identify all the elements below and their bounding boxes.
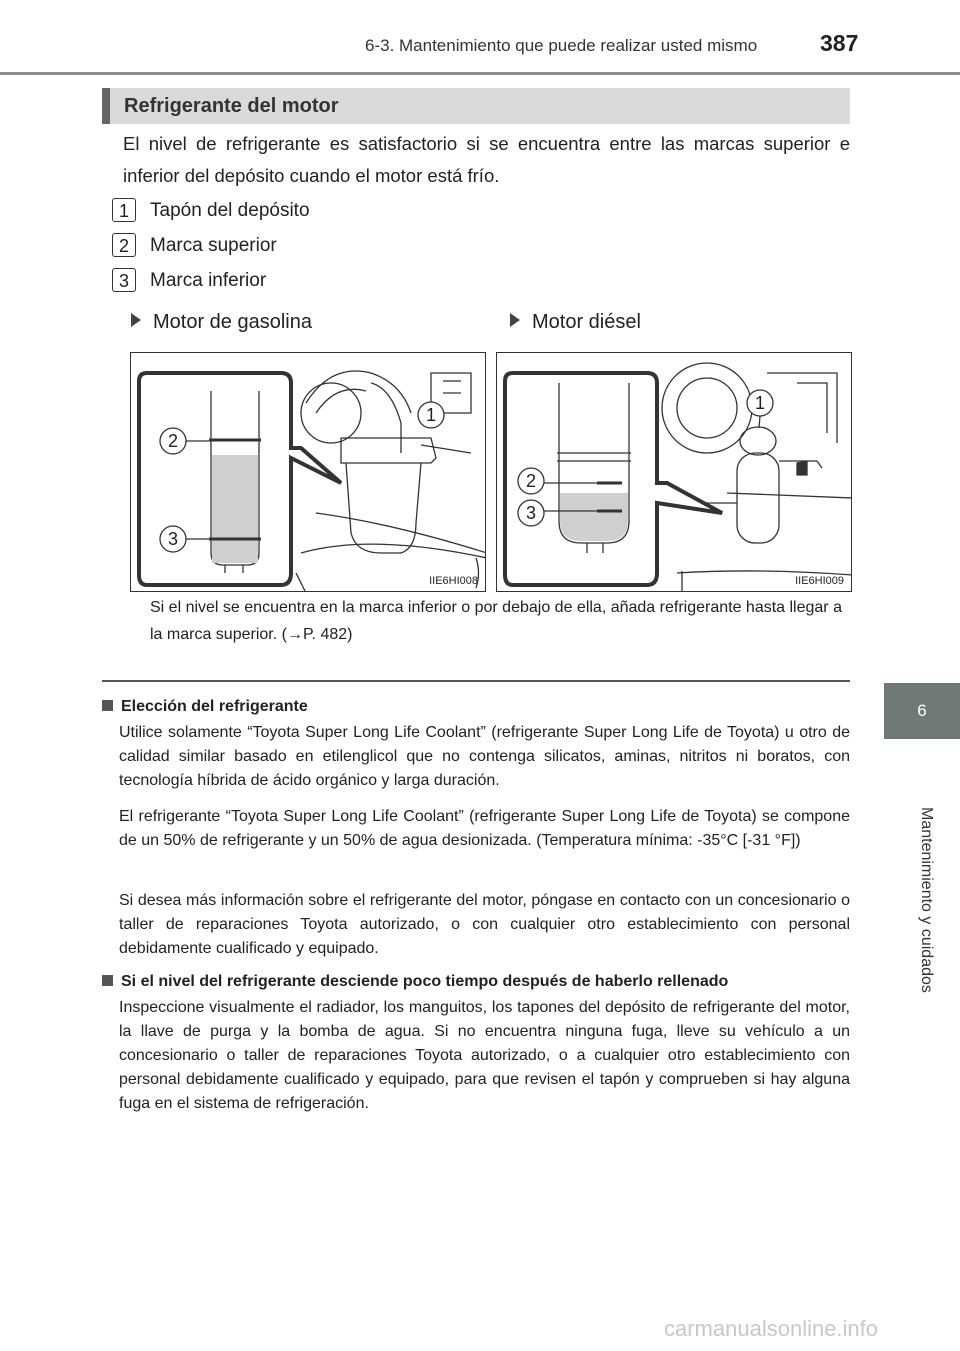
figure-code: IIE6HI008 [429, 575, 478, 587]
legend-label-2: Marca superior [150, 235, 277, 256]
callout-1: 1 [754, 393, 766, 413]
section-title: Refrigerante del motor [124, 95, 339, 117]
legend-number-3: 3 [112, 268, 136, 292]
subsection-2-paragraph-1: Inspeccione visualmente el radiador, los manguitos, los tapones del depósito de refrigerante del motor, la llave de purga y la bomba de agua. Si no encuentra ninguna fuga, lleve su vehículo a un concesionario o taller de reparaciones Toyota autorizado, o a cualquier otro establecimiento con personal debidamente cualificado y equipado, para que revisen el tapón y comprueben si hay alguna fuga en el sistema de refrigeración. [119, 999, 850, 1112]
figure-note: Si el nivel se encuentra en la marca inferior o por debajo de ella, añada refrigerante hasta llegar a la marca superior. (→P. 482) [150, 599, 842, 643]
figure-gasoline-engine [130, 352, 486, 592]
intro-paragraph: El nivel de refrigerante es satisfactorio si se encuentra entre las marcas superior e inferior del depósito cuando el motor está frío. [123, 133, 850, 186]
callout-2: 2 [167, 431, 179, 451]
running-header: 6-3. Mantenimiento que puede realizar usted mismo [365, 36, 758, 55]
section-heading-marker [102, 88, 110, 124]
legend-label-1: Tapón del depósito [150, 200, 310, 221]
figure-code: IIE6HI009 [795, 575, 844, 587]
chapter-tab: 6 [884, 683, 960, 739]
chapter-title-vertical: Mantenimiento y cuidados [918, 807, 935, 993]
watermark: carmanualsonline.info [664, 1316, 879, 1341]
figure-caption-diesel: Motor diésel [510, 311, 641, 334]
figure-caption-gasoline: Motor de gasolina [131, 311, 312, 334]
callout-3: 3 [525, 503, 537, 523]
subsection-1-paragraph-2: El refrigerante “Toyota Super Long Life Coolant” (refrigerante Super Long Life de Toyota) se compone de un 50% de refrigerante y un 50% de agua desionizada. (Temperatura mínima: -35°C [-31 °F]) [119, 808, 850, 849]
callout-1: 1 [425, 405, 437, 425]
callout-2: 2 [525, 471, 537, 491]
diesel-reservoir-illustration [497, 353, 852, 592]
triangle-bullet-icon [510, 313, 520, 327]
header-rule [0, 72, 960, 75]
subsection-heading-2: Si el nivel del refrigerante desciende poco tiempo después de haberlo rellenado [102, 973, 728, 991]
page-number: 387 [820, 30, 859, 56]
legend-number-2: 2 [112, 233, 136, 257]
section-divider [102, 680, 850, 682]
legend-number-1: 1 [112, 198, 136, 222]
square-bullet-icon [102, 975, 113, 986]
subsection-1-paragraph-1: Utilice solamente “Toyota Super Long Life Coolant” (refrigerante Super Long Life de Toyota) u otro de calidad similar basado en etilenglicol que no contenga silicatos, aminas, nitritos ni boratos, con tecnología híbrida de ácido orgánico y larga duración. [119, 724, 850, 789]
figure-diesel-engine [496, 352, 852, 592]
triangle-bullet-icon [131, 313, 141, 327]
gasoline-reservoir-illustration [131, 353, 486, 592]
subsection-1-paragraph-3: Si desea más información sobre el refrigerante del motor, póngase en contacto con un concesionario o taller de reparaciones Toyota autorizado, o con cualquier otro establecimiento con personal debidamente cualificado y equipado. [119, 892, 850, 957]
callout-3: 3 [167, 529, 179, 549]
square-bullet-icon [102, 700, 113, 711]
subsection-heading-1: Elección del refrigerante [102, 698, 308, 716]
legend-label-3: Marca inferior [150, 270, 267, 291]
